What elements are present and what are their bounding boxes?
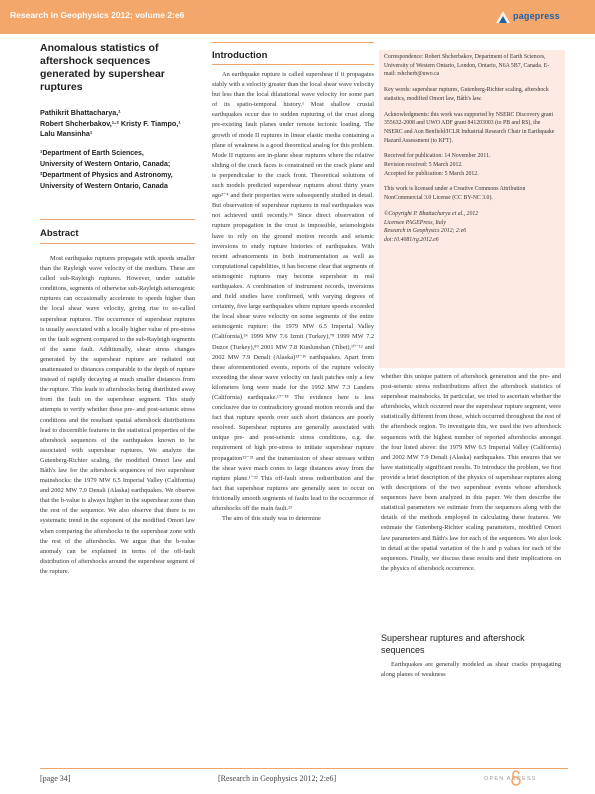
- pagepress-logo-icon: [495, 10, 511, 24]
- page-number: [page 34]: [40, 774, 71, 783]
- intro-bottom-rule: [212, 64, 374, 65]
- affiliation-line: University of Western Ontario, Canada;: [40, 160, 171, 168]
- open-access-lock-icon: [510, 770, 522, 786]
- footer-journal: [Research in Geophysics 2012; 2:e6]: [218, 774, 337, 783]
- publisher-logo: [495, 8, 573, 28]
- acknowledgments: Acknowledgments: this work was supported by NSERC Discovery grant 355632-2008 and UWO ADF grant 841203003 (to PB and RS), the NSERC and Aon Benfield/ICLR Industrial Research Chair in Earthquake Hazard Assessment (to KFT).: [384, 111, 555, 144]
- open-access-label: OPEN ACCESS: [484, 776, 537, 782]
- copyright-line: ©Copyright P. Bhattacharya et al., 2012: [384, 210, 479, 217]
- right-column-text: whether this unique pattern of aftershock generation and the pre- and post-seismic stress redistributions affect the aftershock statistics of supershear mainshocks. In particular, we tried to ascertain whether the aftershocks, which occurred near the supershear rupture segment, were statistically different from those, which occurred throughout the rest of the aftershock region. To investigate this, we used the two aftershock sequences with the highest number of reported aftershocks amongst the four listed above: the 1979 MW 6.5 Imperial Valley (California) and 2002 MW 7.9 Denali (Alaska) earthquakes. This ensures that we have statistically significant results. To introduce the problem, we first provide a brief description of the physics of supershear ruptures along with descriptions of the two supershear events whose aftershock sequences have been analyzed in this paper. We then describe the statistical parameters we estimate from the sequences along with the details of the methods employed in calculating these features. We estimate the Gutenberg-Richter scaling parameters, modified Omori law parameters and Båth's law for each of the sequences. We also look in detail at the spatial variation of the b and p values for each of the sequences. Finally, we discuss these results and their implications on the physics of aftershock occurrence.: [381, 373, 562, 572]
- abstract-heading: Abstract: [40, 228, 79, 239]
- section-text: Earthquakes are generally modeled as shear cracks propagating along planes of weakness: [381, 661, 561, 679]
- abstract-top-rule: [40, 219, 195, 220]
- affiliation-line: ²Department of Physics and Astronomy,: [40, 171, 173, 179]
- license-text: This work is licensed under a Creative Commons Attribution NonCommercial 3.0 License (CC BY-NC 3.0).: [384, 186, 526, 202]
- author-line: Robert Shcherbakov,¹·² Kristy F. Tiampo,¹: [40, 118, 181, 128]
- publisher-logo-text: pagepress: [513, 11, 560, 21]
- accepted-date: Accepted for publication: 5 March 2012.: [384, 170, 479, 177]
- intro-paragraph: The aim of this study was to determine: [222, 515, 321, 523]
- introduction-body: [212, 70, 374, 524]
- abstract-bottom-rule: [40, 243, 195, 244]
- affiliation-line: ¹Department of Earth Sciences,: [40, 149, 144, 157]
- introduction-heading: Introduction: [212, 50, 268, 61]
- footer-rule: [40, 768, 568, 769]
- title-block: [40, 42, 195, 192]
- author-line: Lalu Mansinha¹: [40, 129, 93, 138]
- author-list: [40, 108, 195, 140]
- correspondence: Correspondence: Robert Shcherbakov, Department of Earth Sciences, University of Western Ontario, London, Ontario, N6A 5B7, Canada. E-mail: rshcherb@uwo.ca: [384, 54, 550, 78]
- intro-paragraph: An earthquake rupture is called supershear if it propagates stably with a velocity greater than the local shear wave velocity but less than the local dilatational wave velocity for some part of its spatio-temporal history.¹ Most shallow crustal earthquakes occur due to sudden rupturing of the crust along pre-existing fault planes under remote tectonic loading. The growth of mode II ruptures in linear elastic media containing a plane of weakness is a good theoretical analog for this problem. Mode II ruptures are in-plane shear ruptures where the relative sliding of the crack faces is constrained on the crack plane and is perpendicular to the crack front. Theoretical solutions of such models predicted supershear ruptures about thirty years ago²⁻⁴ and their properties were subsequently studied in detail. But observation of supershear ruptures in real earthquakes was not achieved until recently.⁵⁶ Since direct observation of rupture propagation in the crust is impossible, seismologists have to rely on the ground motion records and seismic inversions to study rupture histories of earthquakes. With recent advancements in both instrumentation as well as computational capabilities, it has become clear that segments of seismogenic ruptures may become supershear in real earthquakes. A combination of instrument records, inversions and field studies have confirmed, with varying degrees of certainty, five large earthquakes where rupture speeds exceeded the local shear wave velocity on some segments of the entire seismogenic rupture: the 1979 MW 6.5 Imperial Valley (California),⁵⁶ 1999 MW 7.6 Izmit (Turkey),⁷⁸ 1999 MW 7.2 Duzce (Turkey),⁸⁹ 2001 MW 7.8 Kunlunshan (Tibet),¹⁰⁻¹² and 2002 MW 7.9 Denali (Alaska)¹³⁻¹⁶ earthquakes. Apart from these aforementioned events, reports of the rupture velocity exceeding the shear wave velocity on fault patches only a few kilometers long were made for the 1992 MW 7.3 Landers (California) earthquake.¹⁷⁻¹⁸ The evidence here is less conclusive due to contradictory ground motion records and the fact that rupture speeds over such short distances are poorly resolved. Supershear ruptures are generally associated with unique pre- and post-seismic stress conditions, e.g. the requirement of high pre-stress to initiate supershear rupture propagation¹⁹⁻²¹ and the transmission of shear stresses within the shear wave mach cones to large distances away from the rupture plane.¹⁻²² This off-fault stress redistribution and the fact that supershear ruptures are generally seen to occur on frictionally smooth segments of faults lead to the occurrence of aftershocks off the main fault.²³: [212, 71, 374, 513]
- journal-header-title: Research in Geophysics 2012; volume 2:e6: [10, 10, 185, 20]
- author-line: Pathikrit Bhattacharya,¹: [40, 108, 121, 117]
- affiliation-line: University of Western Ontario, Canada: [40, 182, 168, 190]
- section-heading: Supershear ruptures and aftershock sequences: [381, 633, 525, 655]
- doi-line: doi:10.4081/rg.2012.e6: [384, 236, 439, 243]
- affiliations: [40, 148, 195, 192]
- journal-header-bar: [0, 0, 595, 34]
- paper-title: Anomalous statistics of aftershock sequences generated by supershear ruptures: [40, 42, 165, 93]
- article-info-box: [379, 50, 565, 368]
- copyright-line: Research in Geophysics 2012; 2:e6: [384, 228, 467, 235]
- keywords: Key words: supershear ruptures, Gutenberg-Richter scaling, aftershock statistics, modified Omori law, Båth's law.: [384, 87, 549, 102]
- copyright-line: Licensee PAGEPress, Italy: [384, 219, 446, 226]
- revision-date: Revision received: 5 March 2012.: [384, 162, 463, 169]
- received-date: Received for publication: 14 November 2011.: [384, 153, 491, 160]
- abstract-text: Most earthquake ruptures propagate with speeds smaller than the Rayleigh wave velocity of the medium. These are called sub-Rayleigh ruptures. However, under suitable conditions, segments of otherwise sub-Rayleigh seismogenic ruptures can occasionally accelerate to speeds higher than the local shear wave velocity, giving rise to so-called supershear ruptures. The occurrence of supershear ruptures is usually associated with a locally higher value of pre-stress on the fault segment compared to the sub-Rayleigh segments of the same fault. Additionally, shear stress changes generated by the supershear rupture are radiated out unattenuated to distances comparable to the depth of rupture instead of rapidly decaying at much smaller distances from the rupture. This leads to aftershocks being distributed away from the fault on the supershear segment. This study attempts to verify whether these pre- and post-seismic stress conditions and the resultant spatial aftershock distributions lead to discernible features in the statistical properties of the aftershock sequences of the earthquakes known to be associated with supershear ruptures. We analyze the Gutenberg-Richter scaling, the modified Omori law and Båth's law for the aftershock sequences of two supershear mainshocks: the 1979 MW 6.5 Imperial Valley (California) and 2002 MW 7.9 Denali (Alaska) earthquakes. We observe that the b-value is always higher in the supershear zone than the rest of the sequence. We also observe that there is no systematic trend in the exponent of the modified Omori law when comparing the aftershocks in the supershear zone with the rest of the aftershocks. We argue that the b-value anomaly can be explained in terms of the off-fault distribution of aftershocks around the supershear segment of the rupture.: [40, 255, 195, 575]
- intro-top-rule: [212, 42, 374, 43]
